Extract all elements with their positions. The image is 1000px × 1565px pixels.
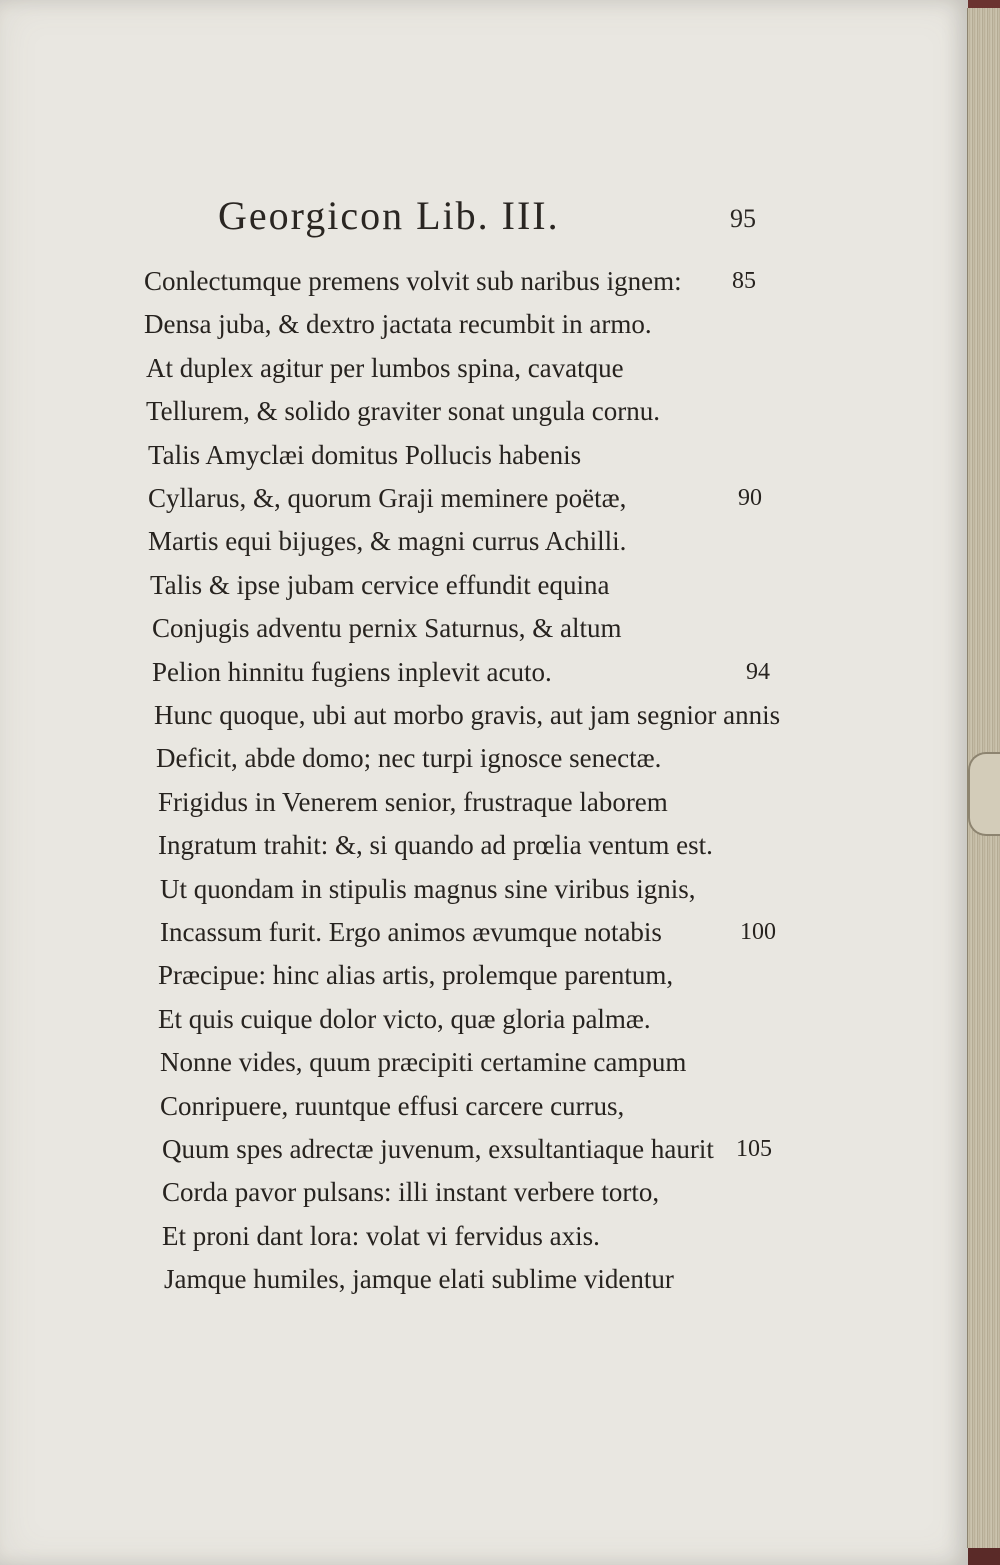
- bookmark-tab: [968, 752, 1000, 836]
- verse-line: Pelion hinnitu fugiens inplevit acuto.: [152, 656, 552, 687]
- verse-line: Quum spes adrectæ juvenum, exsultantiaque haurit: [162, 1134, 714, 1164]
- running-title: Georgicon Lib. III.: [218, 193, 560, 238]
- verse-line: Frigidus in Venerem senior, frustraque laborem: [158, 786, 668, 817]
- verse-line: Tellurem, & solido graviter sonat ungula cornu.: [146, 396, 660, 427]
- line-number: 105: [736, 1136, 772, 1162]
- verse-line: Deficit, abde domo; nec turpi ignosce senectæ.: [156, 743, 662, 774]
- line-number: 100: [740, 919, 776, 945]
- verse-line: Jamque humiles, jamque elati sublime videntur: [164, 1264, 674, 1295]
- verse-line: Ut quondam in stipulis magnus sine viribus ignis,: [160, 873, 696, 904]
- verse-line: Conjugis adventu pernix Saturnus, & altum: [152, 613, 622, 644]
- verse-line: Talis Amyclæi domitus Pollucis habenis: [148, 439, 582, 470]
- page-number: 95: [730, 204, 756, 233]
- line-number: 90: [738, 485, 762, 511]
- verse-line: Incassum furit. Ergo animos ævumque notabis: [160, 917, 662, 947]
- line-number: 85: [732, 268, 756, 294]
- verse-line: Conlectumque premens volvit sub naribus ignem:: [144, 266, 682, 296]
- verse-line: Hunc quoque, ubi aut morbo gravis, aut jam segnior annis: [154, 700, 781, 730]
- verse-line: Martis equi bijuges, & magni currus Achilli.: [148, 526, 627, 557]
- verse-line: Talis & ipse jubam cervice effundit equina: [150, 569, 610, 600]
- verse-line: Conripuere, ruuntque effusi carcere currus,: [160, 1090, 625, 1121]
- verse-line: Densa juba, & dextro jactata recumbit in armo.: [144, 309, 652, 340]
- verse-line: Et quis cuique dolor victo, quæ gloria palmæ.: [158, 1003, 651, 1034]
- verse-line: Nonne vides, quum præcipiti certamine campum: [160, 1047, 687, 1078]
- verse-line: Et proni dant lora: volat vi fervidus axis.: [162, 1220, 600, 1251]
- verse-line: Corda pavor pulsans: illi instant verbere torto,: [162, 1177, 660, 1208]
- verse-line: Præcipue: hinc alias artis, prolemque parentum,: [158, 960, 674, 991]
- verse-line: At duplex agitur per lumbos spina, cavatque: [146, 352, 624, 383]
- verse-line: Cyllarus, &, quorum Graji meminere poëtæ,: [148, 483, 627, 513]
- verse-line: Ingratum trahit: &, si quando ad prœlia ventum est.: [158, 830, 713, 861]
- line-number: 94: [746, 658, 770, 685]
